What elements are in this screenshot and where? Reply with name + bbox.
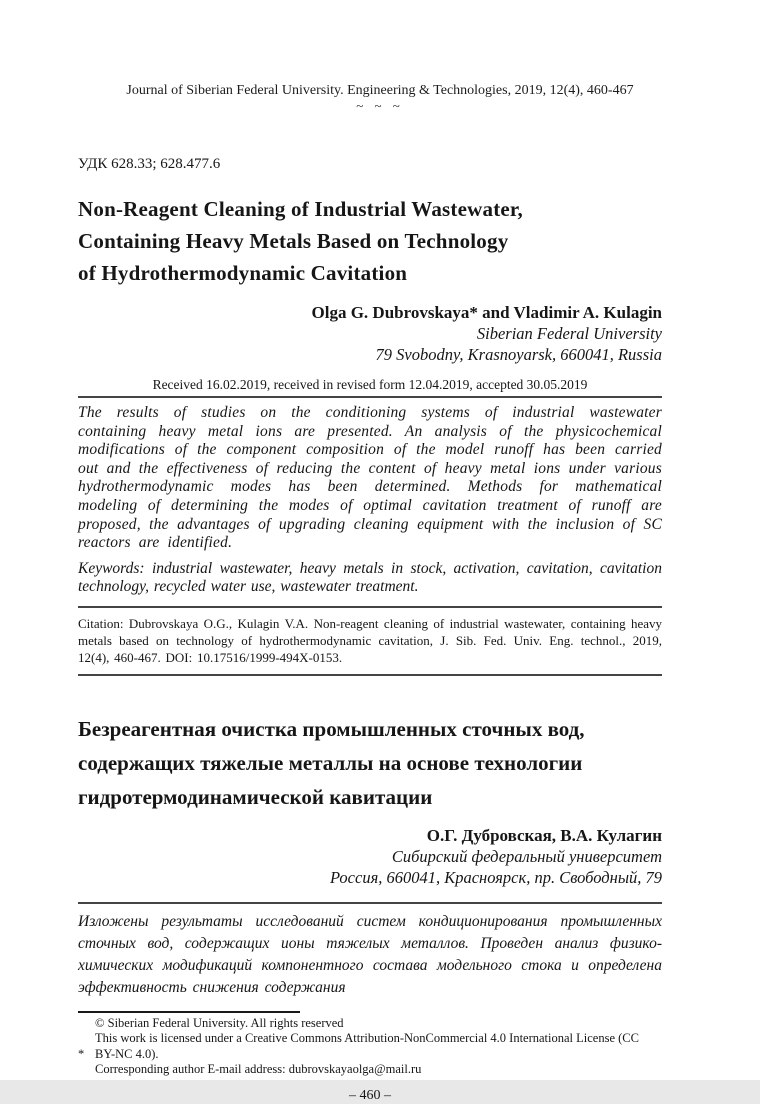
footnotes: [78, 1011, 662, 1078]
rule-above-abstract-en: [78, 396, 662, 398]
article-title-ru: [78, 712, 662, 814]
received-dates: Received 16.02.2019, received in revised form 12.04.2019, accepted 30.05.2019: [152, 377, 588, 392]
title-en-line-3: of Hydrothermodynamic Cavitation: [78, 261, 408, 285]
title-en-line-1: Non-Reagent Cleaning of Industrial Wastewater,: [78, 197, 523, 221]
authors-en: Olga G. Dubrovskaya* and Vladimir A. Kulagin: [311, 303, 662, 322]
copyright-line: © Siberian Federal University. All rights reserved: [95, 1015, 344, 1030]
affiliation-ru: Сибирский федеральный университет: [391, 846, 662, 866]
citation: Citation: Dubrovskaya O.G., Kulagin V.A. Non-reagent cleaning of industrial wastewater, containing heavy metals based on technology of hydrothermodynamic cavitation, J. Sib. Fed. Univ. Eng. technol., 2019, 12(4), 460-467. DOI: 10.17516/1999-494X-0153.: [78, 615, 662, 666]
title-ru-line-2: содержащих тяжелые металлы на основе технологии: [78, 750, 583, 775]
authors-block-ru: [78, 825, 662, 888]
rule-below-citation: [78, 674, 662, 676]
corresponding-author-line: Corresponding author E-mail address: dubrovskayaolga@mail.ru: [95, 1062, 422, 1077]
footnote-asterisk: *: [78, 1046, 85, 1061]
footnote-lines: [78, 1016, 662, 1078]
footnote-rule: [78, 1011, 300, 1013]
title-ru-line-1: Безреагентная очистка промышленных сточных вод,: [78, 716, 585, 741]
abstract-ru: Изложены результаты исследований систем кондиционирования промышленных сточных вод, содержащих ионы тяжелых металлов. Проведен анализ физико-химических модификаций компонентного состава модельного стока и определена эффективность снижения содержания: [78, 912, 662, 996]
license-line: This work is licensed under a Creative Commons Attribution-NonCommercial 4.0 International License (CC BY-NC 4.0).: [95, 1031, 639, 1061]
address-en: 79 Svobodny, Krasnoyarsk, 660041, Russia: [375, 345, 662, 364]
authors-block-en: [78, 302, 662, 365]
rule-above-abstract-ru: [78, 902, 662, 904]
address-ru: Россия, 660041, Красноярск, пр. Свободный, 79: [329, 867, 662, 887]
page-number: – 460 –: [349, 1087, 391, 1103]
journal-header: Journal of Siberian Federal University. Engineering & Technologies, 2019, 12(4), 460-467: [126, 83, 634, 98]
title-ru-line-3: гидротермодинамической кавитации: [78, 784, 433, 809]
content-column: [78, 155, 662, 1104]
authors-ru: О.Г. Дубровская, В.А. Кулагин: [426, 825, 662, 845]
udc-code: УДК 628.33; 628.477.6: [78, 156, 221, 172]
keywords-en: Keywords: industrial wastewater, heavy metals in stock, activation, cavitation, cavitation technology, recycled water use, wastewater treatment.: [78, 559, 662, 596]
affiliation-en: Siberian Federal University: [476, 324, 662, 343]
rule-above-citation: [78, 606, 662, 608]
abstract-en: The results of studies on the conditioning systems of industrial wastewater containing heavy metal ions are presented. An analysis of the physicochemical modifications of the component composition of the model runoff has been carried out and the effectiveness of reducing the content of heavy metal ions under various hydrothermodynamic modes has been determined. Methods for mathematical modeling of determining the modes of optimal cavitation treatment of runoff are proposed, the advantages of upgrading cleaning equipment with the inclusion of SC reactors are identified.: [78, 404, 662, 552]
tilde-separator: ~ ~ ~: [356, 98, 404, 113]
title-en-line-2: Containing Heavy Metals Based on Technology: [78, 229, 509, 253]
article-title-en: [78, 193, 662, 289]
